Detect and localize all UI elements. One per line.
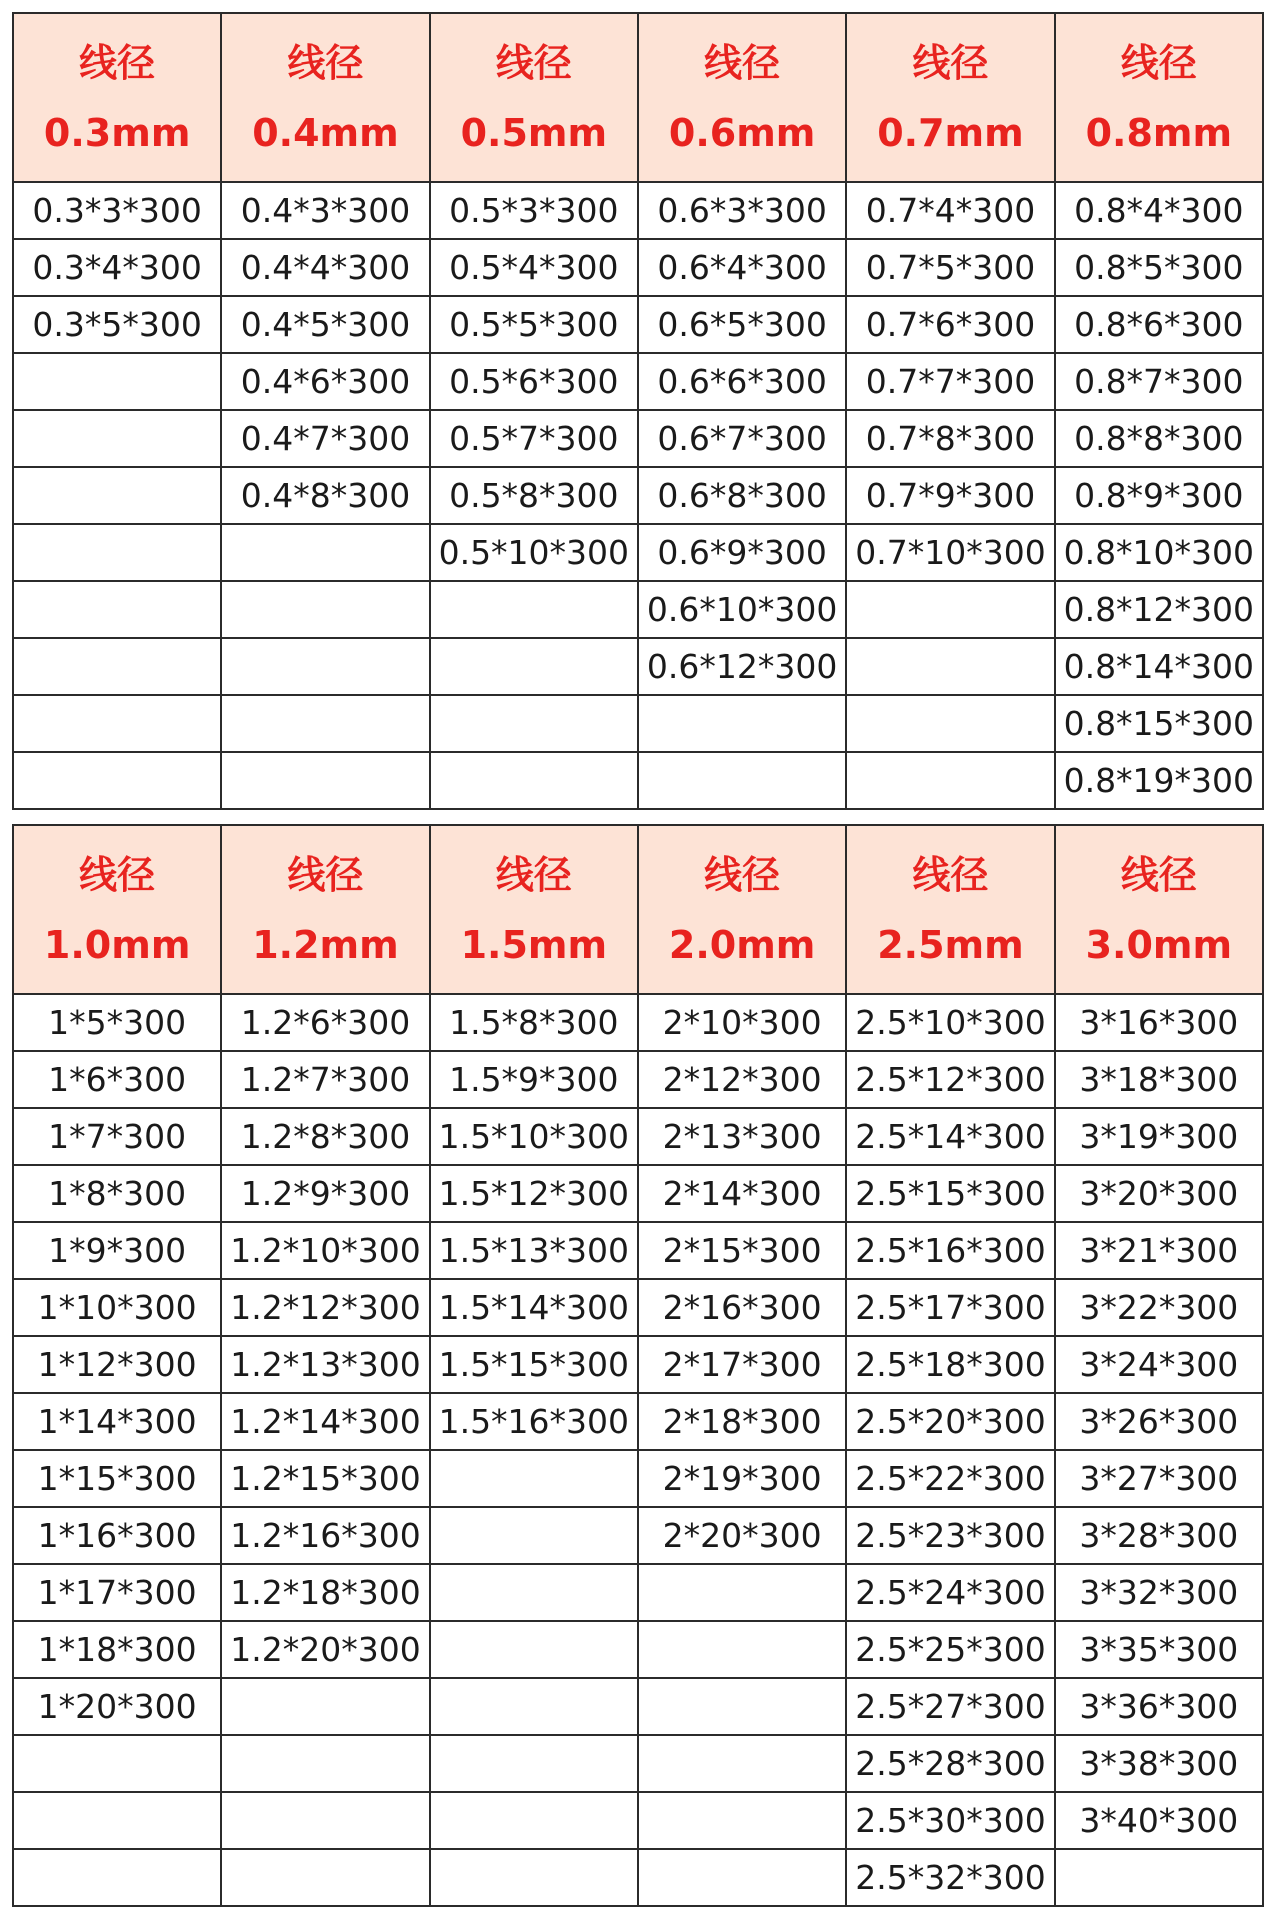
spec-cell: 0.8*19*300 xyxy=(1055,752,1263,809)
spec-cell: 1*9*300 xyxy=(13,1222,221,1279)
spec-cell: 2*19*300 xyxy=(638,1450,846,1507)
spec-cell: 0.7*6*300 xyxy=(846,296,1054,353)
spec-cell xyxy=(430,695,638,752)
header-label: 线径 xyxy=(1120,852,1197,897)
table-row xyxy=(13,1051,1263,1108)
spec-cell: 0.6*9*300 xyxy=(638,524,846,581)
table-row xyxy=(13,638,1263,695)
spec-cell: 2*18*300 xyxy=(638,1393,846,1450)
spec-cell: 1*8*300 xyxy=(13,1165,221,1222)
table-row xyxy=(13,1678,1263,1735)
spec-cell: 0.4*3*300 xyxy=(221,182,429,239)
spec-cell: 3*24*300 xyxy=(1055,1336,1263,1393)
spec-cell: 1.5*15*300 xyxy=(430,1336,638,1393)
spec-cell: 1.5*8*300 xyxy=(430,994,638,1051)
spec-cell: 0.7*7*300 xyxy=(846,353,1054,410)
spec-cell: 2*10*300 xyxy=(638,994,846,1051)
spec-cell xyxy=(846,752,1054,809)
spec-cell: 3*28*300 xyxy=(1055,1507,1263,1564)
spec-cell: 1*10*300 xyxy=(13,1279,221,1336)
spec-cell: 2.5*10*300 xyxy=(846,994,1054,1051)
spec-cell xyxy=(13,1735,221,1792)
spec-cell: 0.8*6*300 xyxy=(1055,296,1263,353)
spec-cell xyxy=(221,752,429,809)
spec-cell: 0.8*4*300 xyxy=(1055,182,1263,239)
spec-cell: 0.7*4*300 xyxy=(846,182,1054,239)
spec-cell: 0.4*4*300 xyxy=(221,239,429,296)
spec-cell xyxy=(221,581,429,638)
header-size: 3.0mm xyxy=(1085,922,1233,967)
spec-cell: 2.5*27*300 xyxy=(846,1678,1054,1735)
spec-cell: 3*38*300 xyxy=(1055,1735,1263,1792)
spec-cell xyxy=(13,638,221,695)
spec-cell xyxy=(430,1735,638,1792)
spec-cell xyxy=(13,467,221,524)
spec-cell: 3*22*300 xyxy=(1055,1279,1263,1336)
table-row xyxy=(13,1336,1263,1393)
spec-cell: 2.5*20*300 xyxy=(846,1393,1054,1450)
spec-cell: 0.8*8*300 xyxy=(1055,410,1263,467)
column-header xyxy=(1055,825,1263,994)
header-label: 线径 xyxy=(704,40,781,85)
spec-cell: 0.6*7*300 xyxy=(638,410,846,467)
spec-cell: 0.3*5*300 xyxy=(13,296,221,353)
spec-cell: 0.5*6*300 xyxy=(430,353,638,410)
table-row xyxy=(13,1279,1263,1336)
spec-cell: 3*40*300 xyxy=(1055,1792,1263,1849)
column-header xyxy=(638,13,846,182)
spec-cell xyxy=(638,695,846,752)
spec-cell: 2.5*22*300 xyxy=(846,1450,1054,1507)
spec-cell: 0.6*4*300 xyxy=(638,239,846,296)
header-size: 1.0mm xyxy=(43,922,191,967)
spec-cell: 0.8*9*300 xyxy=(1055,467,1263,524)
table-row xyxy=(13,1222,1263,1279)
header-label: 线径 xyxy=(1120,40,1197,85)
spec-cell: 0.5*4*300 xyxy=(430,239,638,296)
table-row xyxy=(13,1792,1263,1849)
header-label: 线径 xyxy=(287,852,364,897)
spec-cell: 1.2*6*300 xyxy=(221,994,429,1051)
spec-cell: 0.6*12*300 xyxy=(638,638,846,695)
header-row xyxy=(13,13,1263,182)
spec-cell: 0.7*9*300 xyxy=(846,467,1054,524)
spec-cell: 0.6*8*300 xyxy=(638,467,846,524)
table-row xyxy=(13,1849,1263,1906)
spec-cell xyxy=(13,695,221,752)
table-row xyxy=(13,467,1263,524)
header-size: 2.0mm xyxy=(668,922,816,967)
spec-cell xyxy=(1055,1849,1263,1906)
spec-cell xyxy=(846,695,1054,752)
spec-cell xyxy=(430,638,638,695)
spec-cell: 0.4*8*300 xyxy=(221,467,429,524)
spec-cell: 0.8*7*300 xyxy=(1055,353,1263,410)
spec-cell xyxy=(221,695,429,752)
spec-cell: 0.3*3*300 xyxy=(13,182,221,239)
spec-cell xyxy=(430,1450,638,1507)
spec-cell: 2.5*18*300 xyxy=(846,1336,1054,1393)
spec-cell xyxy=(846,638,1054,695)
spec-cell xyxy=(638,1849,846,1906)
spec-cell xyxy=(638,1792,846,1849)
spec-cell: 0.6*10*300 xyxy=(638,581,846,638)
spec-cell: 1.2*9*300 xyxy=(221,1165,429,1222)
column-header xyxy=(846,13,1054,182)
spec-cell: 3*16*300 xyxy=(1055,994,1263,1051)
spec-cell: 0.5*8*300 xyxy=(430,467,638,524)
spec-cell: 1*16*300 xyxy=(13,1507,221,1564)
spec-cell xyxy=(221,1792,429,1849)
spec-cell: 0.4*5*300 xyxy=(221,296,429,353)
header-label: 线径 xyxy=(79,40,156,85)
spec-cell: 0.5*3*300 xyxy=(430,182,638,239)
table-row xyxy=(13,1621,1263,1678)
column-header xyxy=(846,825,1054,994)
spec-cell: 2.5*30*300 xyxy=(846,1792,1054,1849)
spec-cell: 1*14*300 xyxy=(13,1393,221,1450)
spec-cell: 1.2*10*300 xyxy=(221,1222,429,1279)
spec-cell: 3*27*300 xyxy=(1055,1450,1263,1507)
header-size: 0.6mm xyxy=(668,110,816,155)
spec-cell: 2.5*32*300 xyxy=(846,1849,1054,1906)
spec-table-fine-wire xyxy=(12,12,1264,810)
spec-cell: 1.5*16*300 xyxy=(430,1393,638,1450)
spec-cell xyxy=(13,581,221,638)
table-row xyxy=(13,695,1263,752)
spec-cell xyxy=(221,1735,429,1792)
spec-cell: 3*20*300 xyxy=(1055,1165,1263,1222)
spec-cell: 2*16*300 xyxy=(638,1279,846,1336)
spec-cell xyxy=(430,1792,638,1849)
spec-cell: 1*18*300 xyxy=(13,1621,221,1678)
spec-cell: 0.4*7*300 xyxy=(221,410,429,467)
spec-cell: 1*6*300 xyxy=(13,1051,221,1108)
spec-cell: 3*21*300 xyxy=(1055,1222,1263,1279)
spec-cell: 1.2*18*300 xyxy=(221,1564,429,1621)
spec-cell: 1.2*20*300 xyxy=(221,1621,429,1678)
header-size: 0.8mm xyxy=(1085,110,1233,155)
column-header xyxy=(13,13,221,182)
spec-cell: 0.8*10*300 xyxy=(1055,524,1263,581)
table-row xyxy=(13,1735,1263,1792)
spec-cell xyxy=(638,1621,846,1678)
header-label: 线径 xyxy=(495,852,572,897)
spec-cell: 1.5*10*300 xyxy=(430,1108,638,1165)
header-label: 线径 xyxy=(912,852,989,897)
spec-cell: 1.2*12*300 xyxy=(221,1279,429,1336)
spec-cell: 2*20*300 xyxy=(638,1507,846,1564)
spec-cell: 2.5*16*300 xyxy=(846,1222,1054,1279)
spec-cell: 3*35*300 xyxy=(1055,1621,1263,1678)
spec-cell xyxy=(430,581,638,638)
spec-cell: 1.2*13*300 xyxy=(221,1336,429,1393)
spec-cell: 2.5*15*300 xyxy=(846,1165,1054,1222)
spec-cell: 3*18*300 xyxy=(1055,1051,1263,1108)
spec-cell: 1.5*14*300 xyxy=(430,1279,638,1336)
spec-cell: 2*15*300 xyxy=(638,1222,846,1279)
spec-cell: 1.2*7*300 xyxy=(221,1051,429,1108)
spec-cell: 0.8*14*300 xyxy=(1055,638,1263,695)
spec-cell: 2.5*25*300 xyxy=(846,1621,1054,1678)
header-size: 2.5mm xyxy=(877,922,1024,967)
column-header xyxy=(430,825,638,994)
spec-cell: 1.2*8*300 xyxy=(221,1108,429,1165)
spec-cell: 2.5*17*300 xyxy=(846,1279,1054,1336)
spec-cell xyxy=(430,1564,638,1621)
spec-cell: 2*13*300 xyxy=(638,1108,846,1165)
spec-cell: 0.8*5*300 xyxy=(1055,239,1263,296)
table-row xyxy=(13,1564,1263,1621)
spec-cell: 0.3*4*300 xyxy=(13,239,221,296)
table-row xyxy=(13,581,1263,638)
spec-cell: 3*19*300 xyxy=(1055,1108,1263,1165)
spec-cell xyxy=(638,752,846,809)
table-row xyxy=(13,994,1263,1051)
spec-cell: 2.5*24*300 xyxy=(846,1564,1054,1621)
spec-cell xyxy=(13,752,221,809)
spec-cell: 0.5*5*300 xyxy=(430,296,638,353)
spec-cell: 0.5*10*300 xyxy=(430,524,638,581)
table-row xyxy=(13,182,1263,239)
table-row xyxy=(13,1393,1263,1450)
header-size: 0.7mm xyxy=(877,110,1024,155)
spec-cell xyxy=(638,1735,846,1792)
column-header xyxy=(430,13,638,182)
table-row xyxy=(13,524,1263,581)
spec-cell: 2.5*14*300 xyxy=(846,1108,1054,1165)
spec-cell: 1.5*12*300 xyxy=(430,1165,638,1222)
spec-cell: 1*5*300 xyxy=(13,994,221,1051)
table-row xyxy=(13,239,1263,296)
spec-cell xyxy=(221,1678,429,1735)
spec-cell: 0.6*6*300 xyxy=(638,353,846,410)
column-header xyxy=(638,825,846,994)
spec-cell xyxy=(13,524,221,581)
spec-cell: 1.2*14*300 xyxy=(221,1393,429,1450)
spec-cell: 0.6*3*300 xyxy=(638,182,846,239)
spec-cell: 1*20*300 xyxy=(13,1678,221,1735)
header-size: 0.5mm xyxy=(460,110,608,155)
spec-cell: 2.5*12*300 xyxy=(846,1051,1054,1108)
spec-cell: 2*17*300 xyxy=(638,1336,846,1393)
spec-cell: 0.8*12*300 xyxy=(1055,581,1263,638)
table-row xyxy=(13,296,1263,353)
spec-cell: 3*36*300 xyxy=(1055,1678,1263,1735)
table-row xyxy=(13,1450,1263,1507)
spec-cell xyxy=(430,752,638,809)
header-label: 线径 xyxy=(704,852,781,897)
spec-cell: 1*12*300 xyxy=(13,1336,221,1393)
header-label: 线径 xyxy=(79,852,156,897)
spec-cell xyxy=(221,1849,429,1906)
header-size: 0.4mm xyxy=(252,110,399,155)
spec-cell: 2.5*28*300 xyxy=(846,1735,1054,1792)
spec-cell xyxy=(221,524,429,581)
spec-cell: 0.6*5*300 xyxy=(638,296,846,353)
header-size: 1.5mm xyxy=(460,922,608,967)
header-label: 线径 xyxy=(287,40,364,85)
spec-cell: 1*7*300 xyxy=(13,1108,221,1165)
spec-cell: 0.4*6*300 xyxy=(221,353,429,410)
spec-cell: 0.5*7*300 xyxy=(430,410,638,467)
spec-cell: 1.2*15*300 xyxy=(221,1450,429,1507)
table-row xyxy=(13,1507,1263,1564)
spec-cell xyxy=(13,353,221,410)
spec-cell xyxy=(638,1564,846,1621)
spec-table-thick-wire xyxy=(12,824,1264,1907)
spec-cell xyxy=(221,638,429,695)
column-header xyxy=(221,13,429,182)
column-header xyxy=(221,825,429,994)
spec-cell: 2*14*300 xyxy=(638,1165,846,1222)
spec-cell: 0.7*5*300 xyxy=(846,239,1054,296)
spec-cell xyxy=(430,1507,638,1564)
spec-cell xyxy=(13,1792,221,1849)
spec-cell xyxy=(13,1849,221,1906)
spec-cell: 1.5*9*300 xyxy=(430,1051,638,1108)
table-row xyxy=(13,1108,1263,1165)
spec-cell xyxy=(846,581,1054,638)
spec-cell: 0.8*15*300 xyxy=(1055,695,1263,752)
header-size: 1.2mm xyxy=(252,922,399,967)
spec-cell: 2.5*23*300 xyxy=(846,1507,1054,1564)
header-size: 0.3mm xyxy=(43,110,191,155)
spec-cell: 0.7*8*300 xyxy=(846,410,1054,467)
header-label: 线径 xyxy=(912,40,989,85)
table-row xyxy=(13,752,1263,809)
column-header xyxy=(13,825,221,994)
spec-cell: 2*12*300 xyxy=(638,1051,846,1108)
spec-cell xyxy=(430,1849,638,1906)
spec-cell: 1.5*13*300 xyxy=(430,1222,638,1279)
spec-cell xyxy=(638,1678,846,1735)
header-row xyxy=(13,825,1263,994)
spec-cell: 1*17*300 xyxy=(13,1564,221,1621)
column-header xyxy=(1055,13,1263,182)
spec-cell xyxy=(430,1621,638,1678)
table-row xyxy=(13,1165,1263,1222)
table-row xyxy=(13,353,1263,410)
table-row xyxy=(13,410,1263,467)
spec-cell: 1*15*300 xyxy=(13,1450,221,1507)
spec-cell: 1.2*16*300 xyxy=(221,1507,429,1564)
spec-cell xyxy=(430,1678,638,1735)
spec-cell: 0.7*10*300 xyxy=(846,524,1054,581)
spec-cell xyxy=(13,410,221,467)
spec-cell: 3*32*300 xyxy=(1055,1564,1263,1621)
header-label: 线径 xyxy=(495,40,572,85)
spec-cell: 3*26*300 xyxy=(1055,1393,1263,1450)
